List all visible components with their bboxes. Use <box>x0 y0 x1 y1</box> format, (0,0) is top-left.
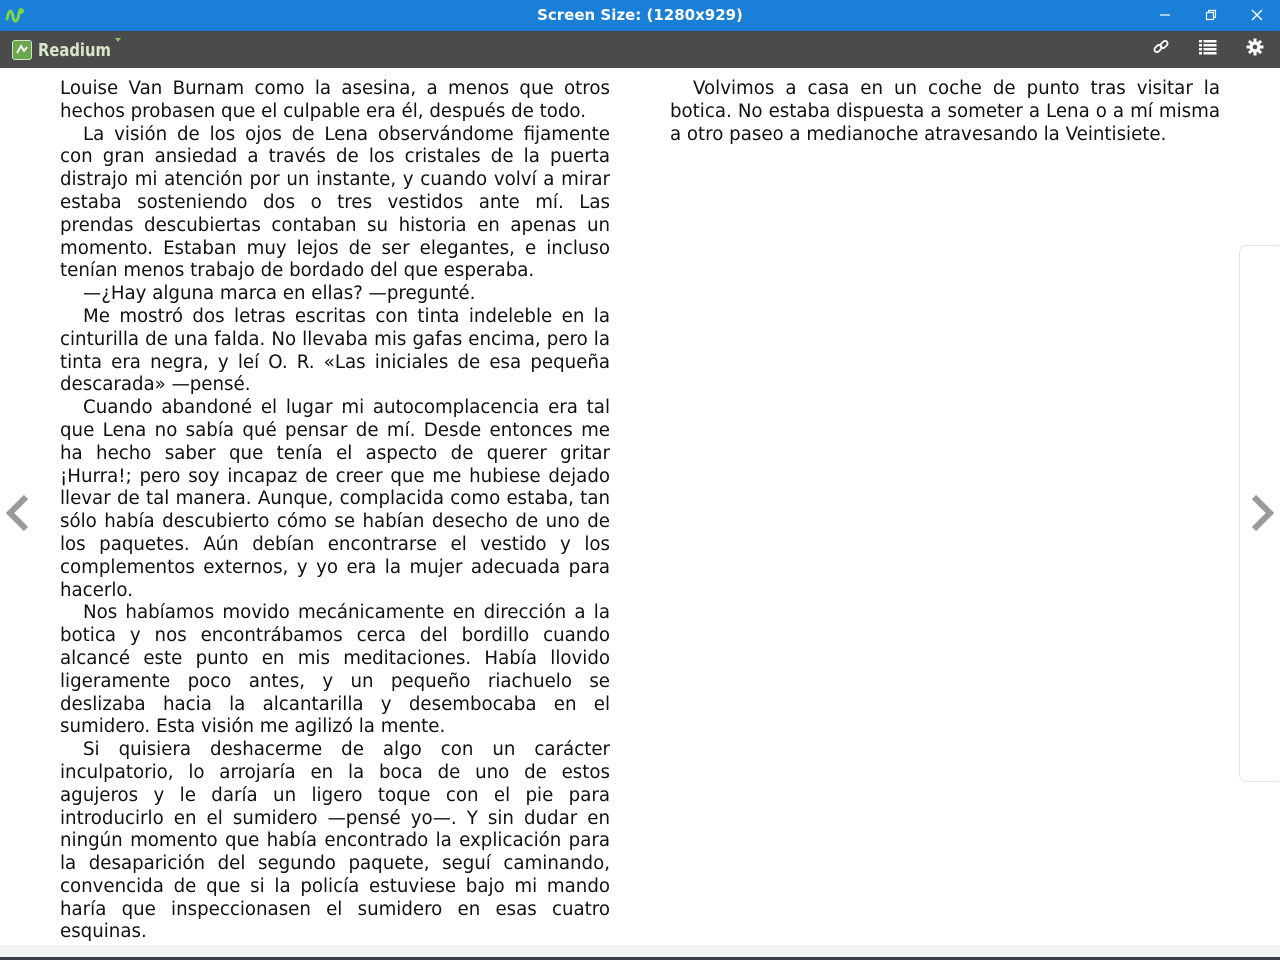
link-icon <box>1152 38 1170 60</box>
close-icon <box>1251 6 1263 25</box>
previous-page-button[interactable] <box>0 490 36 540</box>
reader-viewport <box>0 68 1280 945</box>
settings-gear-icon <box>1246 38 1264 60</box>
table-of-contents-button[interactable] <box>1195 37 1221 61</box>
readium-logo[interactable] <box>12 39 127 61</box>
restore-button[interactable] <box>1188 0 1234 31</box>
restore-icon <box>1205 6 1217 25</box>
minimize-button[interactable] <box>1142 0 1188 31</box>
paragraph: La visión de los ojos de Lena observándome fijamente con gran ansiedad a través de los cristales de la puerta distrajo mi atención por un instante, y cuando volví a mirar estaba sosteniendo dos o tres vestidos ante mí. Las prendas descubiertas contaban su historia en apenas un momento. Estaban muy lejos de ser elegantes, e incluso tenían menos trabajo de bordado del que esperaba. <box>60 123 610 282</box>
paragraph: Volvimos a casa en un coche de punto tras visitar la botica. No estaba dispuesta a someter a Lena o a mí misma a otro paseo a medianoche atravesando la Veintisiete. <box>670 78 1220 145</box>
next-page-button[interactable] <box>1244 490 1280 540</box>
paragraph: Me mostró dos letras escritas con tinta indeleble en la cinturilla de una falda. No llevaba mis gafas encima, pero la tinta era negra, y leí O. R. «Las iniciales de esa pequeña descarada» —pensé. <box>60 305 610 396</box>
table-of-contents-icon <box>1199 39 1217 59</box>
minimize-icon <box>1159 6 1171 25</box>
paragraph: —¿Hay alguna marca en ellas? —pregunté. <box>83 283 476 305</box>
status-strip <box>0 945 1280 957</box>
logo-dropdown-icon <box>115 38 121 42</box>
paragraph: Si quisiera deshacerme de algo con un carácter inculpatorio, lo arrojaría en la boca de uno de estos agujeros y le daría un ligero toque con el pie para introducirlo en el sumidero —pensé yo—. Y sin dudar en ningún momento que había encontrado la explicación para la desaparición del segundo paquete, seguí caminando, convencida de que si la policía estuviese bajo mi mando haría que inspeccionasen el sumidero en esas cuatro esquinas. <box>60 739 610 943</box>
window-title: Screen Size: (1280x929) <box>537 6 743 24</box>
book-page-left <box>60 78 610 944</box>
settings-button[interactable] <box>1242 37 1268 61</box>
paragraph: Louise Van Burnam como la asesina, a menos que otros hechos probasen que el culpable era él, después de todo. <box>60 78 610 122</box>
paragraph: Cuando abandoné el lugar mi autocomplacencia era tal que Lena no sabía qué pensar de mí. Desde entonces me ha hecho saber que tenía el aspecto de querer gritar ¡Hurra!; pero soy incapaz de creer que me hubiese dejado llevar de tal manera. Aunque, complacida como estaba, tan sólo había descubierto cómo se habían desecho de uno de los paquetes. Aún debían encontrarse el vestido y los complementos externos, y yo era la mujer adecuada para hacerlo. <box>60 397 610 601</box>
readium-logo-icon <box>12 40 32 60</box>
readium-logo-text: Readium <box>38 39 111 61</box>
window-titlebar <box>0 0 1280 31</box>
link-button[interactable] <box>1148 37 1174 61</box>
chevron-right-icon <box>1248 493 1276 537</box>
book-page-right <box>670 78 1220 146</box>
close-button[interactable] <box>1234 0 1280 31</box>
reader-toolbar <box>0 31 1280 68</box>
paragraph: Nos habíamos movido mecánicamente en dirección a la botica y nos encontrábamos cerca del bordillo cuando alcancé este punto en mis meditaciones. Había llovido ligeramente poco antes, y un pequeño riachuelo se deslizaba hacia la alcantarilla y desembocaba en el sumidero. Esta visión me agilizó la mente. <box>60 602 610 738</box>
chevron-left-icon <box>4 493 32 537</box>
